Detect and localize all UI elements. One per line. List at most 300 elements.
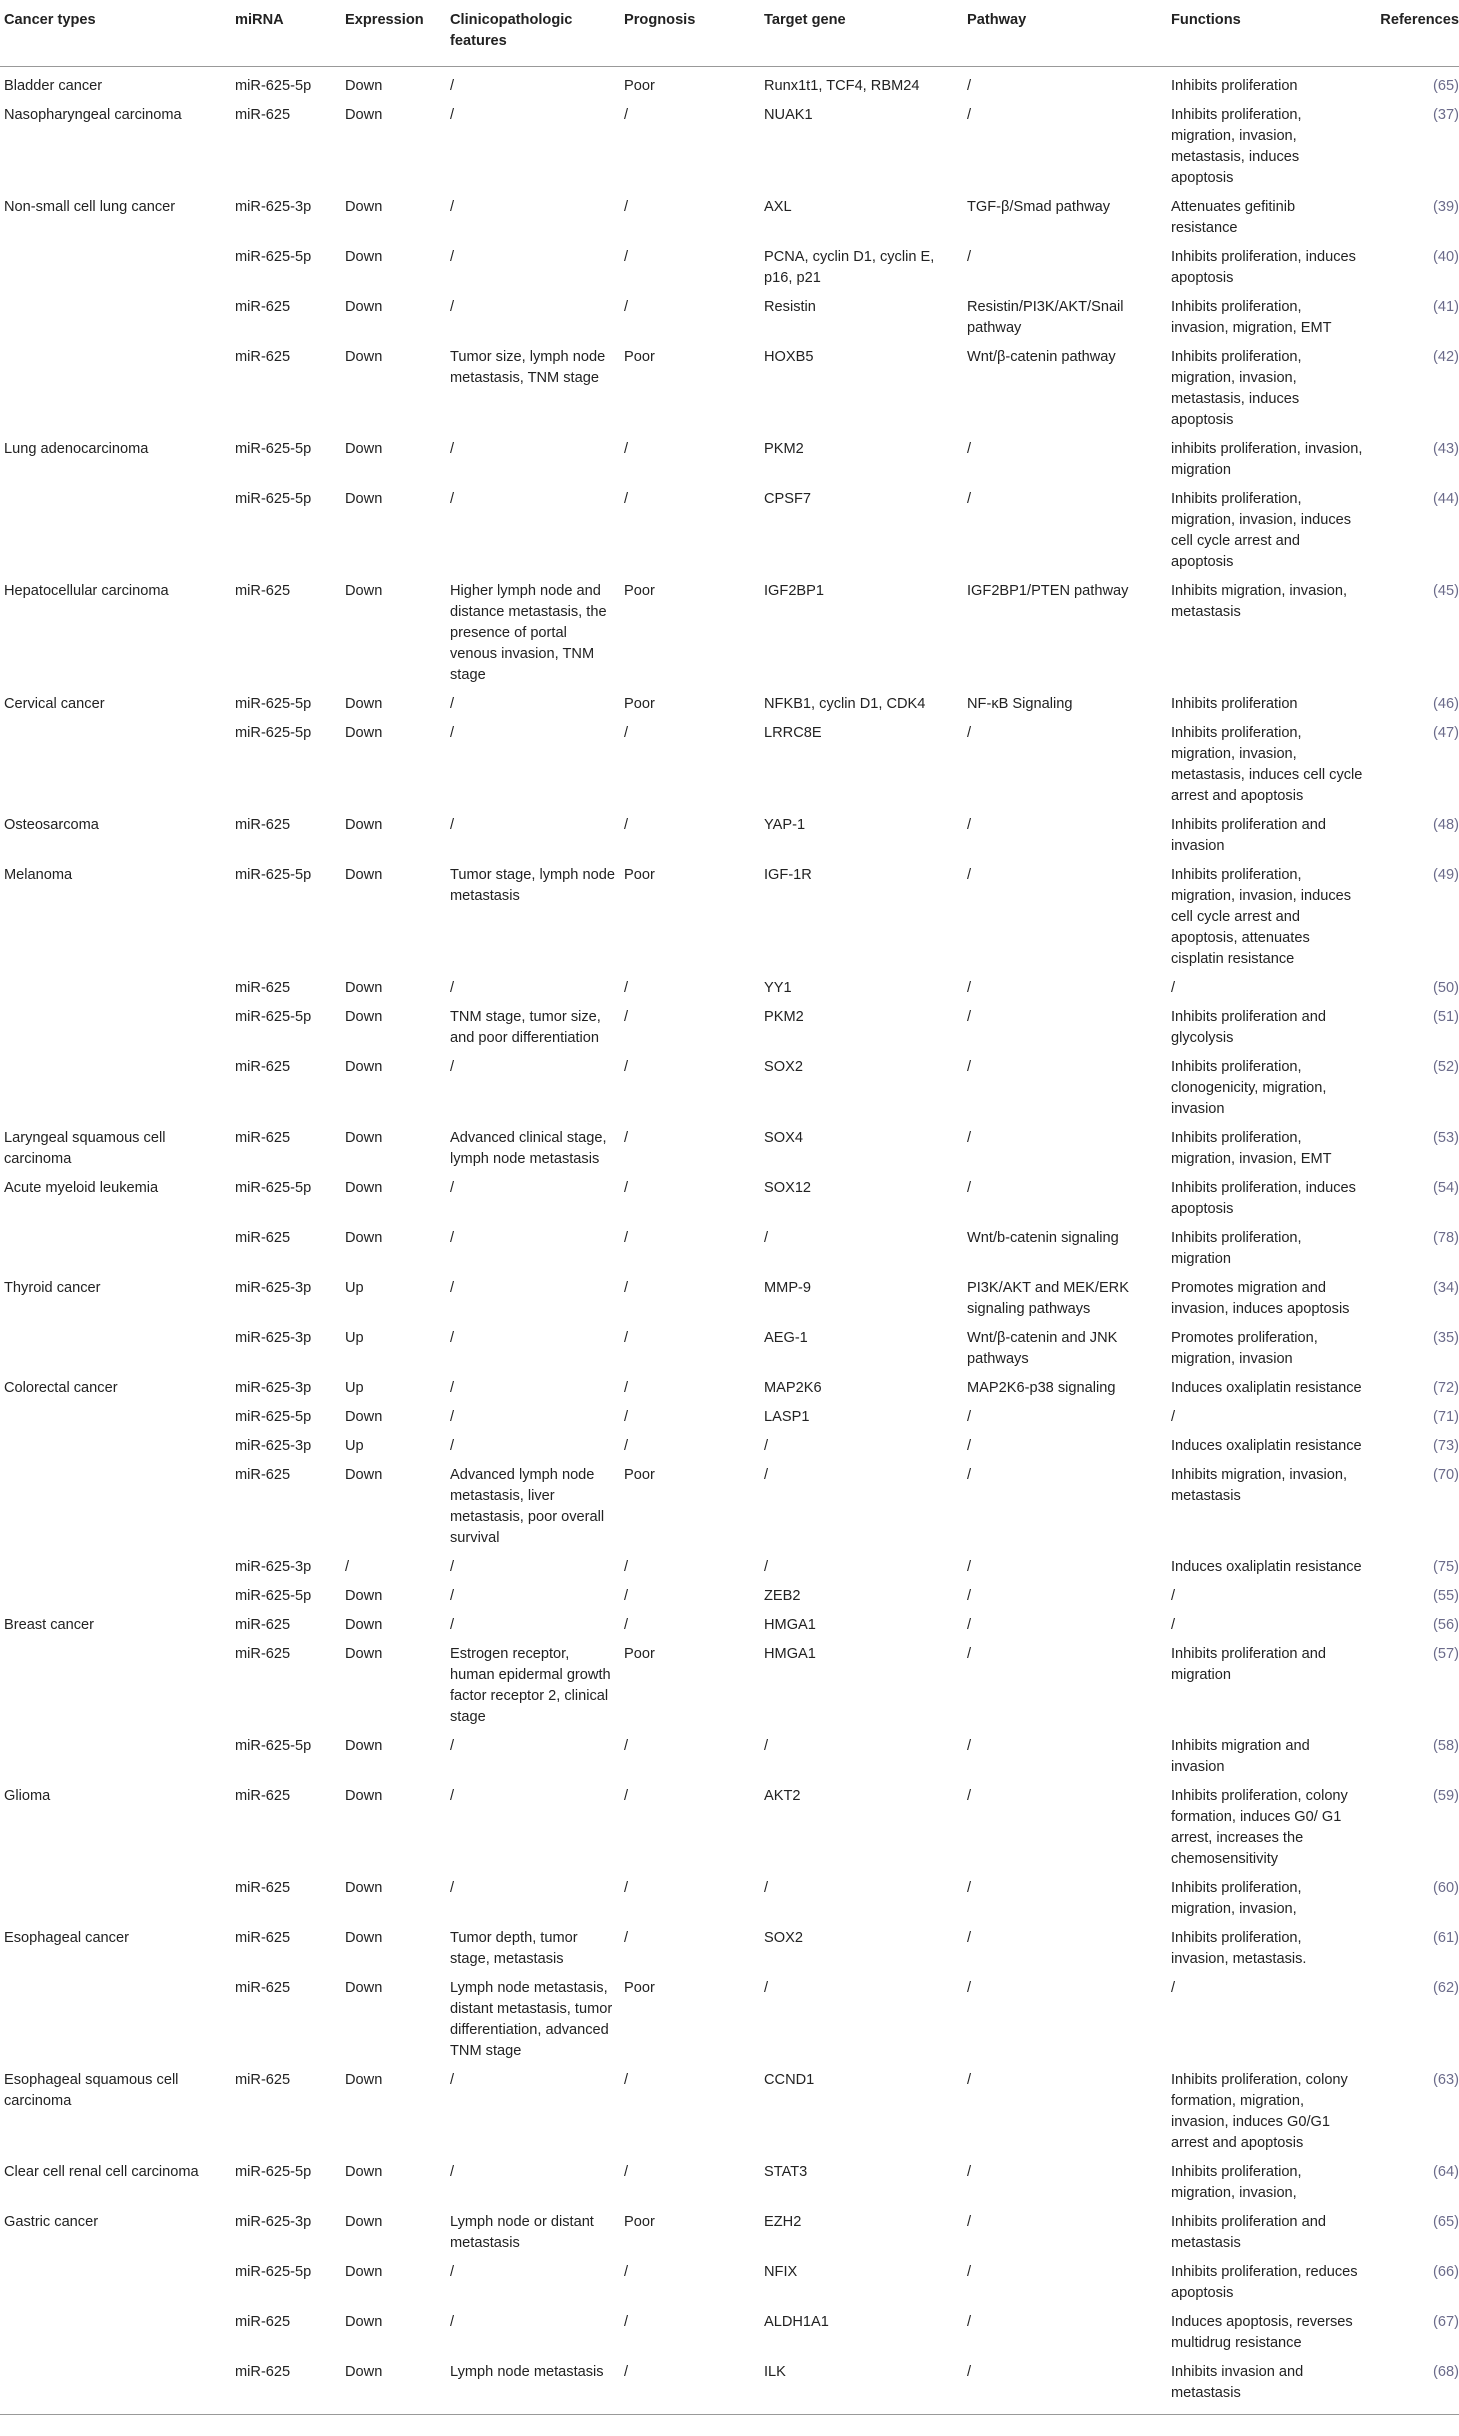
cell-pathway: / <box>967 2214 972 2230</box>
cell-target-gene: SOX4 <box>764 1130 803 1146</box>
cell-reference[interactable]: (72) <box>1433 1380 1459 1396</box>
cell-target-gene: IGF-1R <box>764 867 812 883</box>
cell-expression: Down <box>345 1059 383 1075</box>
cell-functions: / <box>1171 1588 1176 1604</box>
cell-expression: Down <box>345 1738 383 1754</box>
cell-mirna: miR-625-5p <box>235 1409 312 1425</box>
cell-target-gene: PKM2 <box>764 441 804 457</box>
cell-mirna: miR-625 <box>235 1467 291 1483</box>
cell-mirna: miR-625-3p <box>235 1330 312 1346</box>
cell-cancer-type <box>0 1874 231 1924</box>
cell-mirna: miR-625-5p <box>235 696 312 712</box>
cell-target-gene: LASP1 <box>764 1409 810 1425</box>
cell-prognosis: / <box>624 107 629 123</box>
cell-functions: Inhibits proliferation, migration, invasion, EMT <box>1171 1130 1332 1167</box>
cell-expression: Down <box>341 2358 446 2415</box>
cell-mirna: miR-625-5p <box>235 491 312 507</box>
cell-expression: Down <box>345 1930 383 1946</box>
cell-target-gene: / <box>764 1559 769 1575</box>
cell-expression: Up <box>345 1438 364 1454</box>
cell-prognosis: Poor <box>624 696 655 712</box>
table-row <box>0 690 1459 719</box>
cell-cancer-type: Gastric cancer <box>4 2214 99 2230</box>
cell-cancer-type <box>0 1403 231 1432</box>
cell-expression: Up <box>345 1380 364 1396</box>
cell-cancer-type: Acute myeloid leukemia <box>4 1180 159 1196</box>
cell-mirna: miR-625 <box>235 1059 291 1075</box>
cell-expression: Down <box>345 696 383 712</box>
cell-functions: / <box>1171 1980 1176 1996</box>
cell-functions: Inhibits proliferation, colony formation, induces G0/ G1 arrest, increases the chemosensitivity <box>1171 1788 1348 1867</box>
cell-reference[interactable]: (34) <box>1433 1280 1459 1296</box>
cell-pathway: Resistin/PI3K/AKT/Snail pathway <box>967 299 1124 336</box>
cell-target-gene: AXL <box>764 199 792 215</box>
cell-cancer-type <box>0 343 231 435</box>
cell-cancer-type: Clear cell renal cell carcinoma <box>4 2164 199 2180</box>
cell-pathway: Wnt/β-catenin and JNK pathways <box>967 1330 1118 1367</box>
cell-cancer-type: Esophageal cancer <box>4 1930 129 1946</box>
cell-prognosis: / <box>624 1738 629 1754</box>
cell-expression: Down <box>345 1617 383 1633</box>
cell-reference[interactable]: (56) <box>1433 1617 1459 1633</box>
cell-clinicopathologic-features: / <box>450 1280 455 1296</box>
cell-cancer-type <box>0 1432 231 1461</box>
cell-pathway: MAP2K6-p38 signaling <box>967 1380 1116 1396</box>
cell-pathway: / <box>967 980 972 996</box>
cell-functions: Inhibits proliferation and glycolysis <box>1171 1009 1326 1046</box>
cell-pathway: / <box>967 1409 972 1425</box>
cell-pathway: / <box>967 2164 972 2180</box>
cell-prognosis: / <box>624 1380 629 1396</box>
cell-clinicopathologic-features: / <box>450 78 455 94</box>
table-row <box>0 1053 1459 1124</box>
cell-pathway: / <box>967 441 972 457</box>
cell-cancer-type <box>0 1224 231 1274</box>
cell-prognosis: / <box>624 1330 629 1346</box>
cell-target-gene: / <box>764 1980 769 1996</box>
table-row <box>0 1224 1459 1274</box>
table-row <box>0 1124 1459 1174</box>
cell-reference[interactable]: (37) <box>1433 107 1459 123</box>
table-row <box>0 2158 1459 2208</box>
cell-mirna: miR-625-5p <box>235 2264 312 2280</box>
cell-functions: / <box>1171 1617 1176 1633</box>
cell-target-gene: SOX2 <box>764 1059 803 1075</box>
cell-reference[interactable]: (43) <box>1433 441 1459 457</box>
mirna-cancer-table <box>0 10 1459 2415</box>
cell-reference[interactable]: (35) <box>1433 1330 1459 1346</box>
cell-mirna: miR-625 <box>235 1930 291 1946</box>
cell-mirna: miR-625-3p <box>235 199 312 215</box>
cell-cancer-type: Bladder cancer <box>4 78 103 94</box>
cell-reference[interactable]: (62) <box>1433 1980 1459 1996</box>
cell-clinicopathologic-features: Lymph node metastasis, distant metastasis, tumor differentiation, advanced TNM stage <box>450 1980 613 2059</box>
table-row <box>0 2308 1459 2358</box>
cell-reference[interactable]: (66) <box>1433 2264 1459 2280</box>
cell-clinicopathologic-features: / <box>450 817 455 833</box>
cell-pathway: / <box>967 1880 972 1896</box>
cell-cancer-type: Lung adenocarcinoma <box>4 441 149 457</box>
cell-pathway: / <box>967 491 972 507</box>
cell-prognosis: / <box>624 1788 629 1804</box>
cell-reference[interactable]: (45) <box>1433 583 1459 599</box>
cell-cancer-type: Hepatocellular carcinoma <box>4 583 169 599</box>
cell-reference[interactable]: (50) <box>1433 980 1459 996</box>
table-row <box>0 1874 1459 1924</box>
cell-reference[interactable]: (47) <box>1433 725 1459 741</box>
cell-functions: Attenuates gefitinib resistance <box>1171 199 1296 236</box>
cell-functions: Inhibits proliferation and migration <box>1171 1646 1326 1683</box>
cell-functions: Inhibits proliferation <box>1171 696 1298 712</box>
cell-expression: Down <box>345 199 383 215</box>
cell-prognosis: / <box>624 491 629 507</box>
cell-target-gene: / <box>764 1880 769 1896</box>
cell-cancer-type <box>0 1553 231 1582</box>
table-row <box>0 1003 1459 1053</box>
cell-prognosis: Poor <box>624 1467 655 1483</box>
cell-functions: Promotes proliferation, migration, invasion <box>1171 1330 1318 1367</box>
cell-clinicopathologic-features: Advanced lymph node metastasis, liver metastasis, poor overall survival <box>450 1467 605 1546</box>
cell-functions: Inhibits migration and invasion <box>1171 1738 1310 1775</box>
cell-mirna: miR-625-5p <box>235 1588 312 1604</box>
table-row <box>0 193 1459 243</box>
cell-prognosis: / <box>624 1559 629 1575</box>
cell-reference[interactable]: (78) <box>1433 1230 1459 1246</box>
cell-clinicopathologic-features: Tumor stage, lymph node metastasis <box>450 867 615 904</box>
cell-clinicopathologic-features: / <box>450 1617 455 1633</box>
cell-functions: Inhibits proliferation, invasion, migration, EMT <box>1171 299 1332 336</box>
cell-functions: Inhibits proliferation, reduces apoptosis <box>1171 2264 1358 2301</box>
cell-target-gene: NFKB1, cyclin D1, CDK4 <box>764 696 926 712</box>
cell-pathway: / <box>967 1130 972 1146</box>
cell-mirna: miR-625-5p <box>235 249 312 265</box>
cell-expression: Down <box>345 2264 383 2280</box>
cell-clinicopathologic-features: / <box>450 1059 455 1075</box>
cell-cancer-type: Cervical cancer <box>4 696 105 712</box>
cell-expression: Up <box>345 1280 364 1296</box>
cell-pathway: / <box>967 1559 972 1575</box>
cell-functions: Inhibits proliferation, migration, invasion, metastasis, induces apoptosis <box>1171 107 1302 186</box>
cell-clinicopathologic-features: / <box>450 2314 455 2330</box>
cell-mirna: miR-625 <box>235 2072 291 2088</box>
cell-clinicopathologic-features: / <box>450 1559 455 1575</box>
cell-mirna: miR-625-5p <box>235 867 312 883</box>
cell-pathway: TGF-β/Smad pathway <box>967 199 1111 215</box>
cell-target-gene: SOX12 <box>764 1180 812 1196</box>
cell-pathway: / <box>967 249 972 265</box>
cell-prognosis: / <box>624 1130 629 1146</box>
cell-clinicopathologic-features: / <box>450 1880 455 1896</box>
cell-prognosis: / <box>624 1409 629 1425</box>
cell-reference[interactable]: (54) <box>1433 1180 1459 1196</box>
header-row <box>0 10 1459 67</box>
cell-reference[interactable]: (55) <box>1433 1588 1459 1604</box>
cell-pathway: / <box>967 1588 972 1604</box>
cell-cancer-type <box>0 2308 231 2358</box>
cell-reference[interactable]: (67) <box>1433 2314 1459 2330</box>
cell-functions: Inhibits migration, invasion, metastasis <box>1171 1467 1348 1504</box>
cell-cancer-type: Esophageal squamous cell carcinoma <box>4 2072 179 2109</box>
cell-functions: Inhibits proliferation <box>1171 78 1298 94</box>
cell-mirna: miR-625-3p <box>235 2214 312 2230</box>
cell-target-gene: IGF2BP1 <box>764 583 825 599</box>
cell-pathway: Wnt/b-catenin signaling <box>967 1230 1119 1246</box>
cell-reference[interactable]: (51) <box>1433 1009 1459 1025</box>
cell-mirna: miR-625 <box>235 349 291 365</box>
cell-cancer-type: Nasopharyngeal carcinoma <box>4 107 182 123</box>
cell-functions: Inhibits proliferation, induces apoptosis <box>1171 249 1356 286</box>
cell-functions: Inhibits proliferation, migration <box>1171 1230 1302 1267</box>
cell-target-gene: / <box>764 1467 769 1483</box>
table-row <box>0 67 1459 102</box>
table-row <box>0 1611 1459 1640</box>
cell-pathway: / <box>967 2072 972 2088</box>
cell-expression: Down <box>345 107 383 123</box>
cell-cancer-type <box>0 485 231 577</box>
table-body <box>0 67 1459 2415</box>
cell-prognosis: / <box>624 725 629 741</box>
cell-prognosis: / <box>624 1009 629 1025</box>
cell-expression: Down <box>345 2072 383 2088</box>
cell-reference[interactable]: (41) <box>1433 299 1459 315</box>
cell-clinicopathologic-features: / <box>450 249 455 265</box>
cell-target-gene: LRRC8E <box>764 725 822 741</box>
cell-expression: Down <box>345 1130 383 1146</box>
cell-reference[interactable]: (59) <box>1433 1788 1459 1804</box>
header-cancer-types: Cancer types <box>0 10 231 67</box>
table-row <box>0 1324 1459 1374</box>
cell-reference[interactable]: (71) <box>1433 1409 1459 1425</box>
header-clinicopathologic-features: Clinicopathologic features <box>446 10 620 67</box>
cell-pathway: / <box>967 725 972 741</box>
cell-prognosis: Poor <box>624 2214 655 2230</box>
cell-functions: Inhibits proliferation, colony formation, migration, invasion, induces G0/G1 arrest and apoptosis <box>1171 2072 1348 2151</box>
cell-clinicopathologic-features: / <box>450 441 455 457</box>
cell-cancer-type <box>0 2258 231 2308</box>
cell-mirna: miR-625-5p <box>235 725 312 741</box>
cell-mirna: miR-625 <box>235 299 291 315</box>
cell-target-gene: STAT3 <box>764 2164 808 2180</box>
cell-prognosis: Poor <box>624 867 655 883</box>
cell-target-gene: Runx1t1, TCF4, RBM24 <box>764 78 920 94</box>
cell-reference[interactable]: (65) <box>1433 78 1459 94</box>
cell-pathway: / <box>967 1788 972 1804</box>
cell-clinicopathologic-features: / <box>450 1330 455 1346</box>
cell-pathway: / <box>967 107 972 123</box>
cell-clinicopathologic-features: / <box>450 725 455 741</box>
header-target-gene: Target gene <box>760 10 963 67</box>
cell-mirna: miR-625 <box>235 1617 291 1633</box>
cell-pathway: / <box>967 867 972 883</box>
cell-reference[interactable]: (53) <box>1433 1130 1459 1146</box>
cell-clinicopathologic-features: / <box>450 1409 455 1425</box>
cell-mirna: miR-625-3p <box>235 1438 312 1454</box>
cell-pathway: / <box>967 1180 972 1196</box>
cell-reference[interactable]: (40) <box>1433 249 1459 265</box>
cell-expression: Down <box>345 1230 383 1246</box>
header-references: References <box>1367 10 1459 67</box>
cell-target-gene: PKM2 <box>764 1009 804 1025</box>
cell-clinicopathologic-features: Lymph node metastasis <box>446 2358 620 2415</box>
cell-reference[interactable]: (46) <box>1433 696 1459 712</box>
cell-prognosis: Poor <box>624 1646 655 1662</box>
cell-clinicopathologic-features: / <box>450 107 455 123</box>
table-row <box>0 1582 1459 1611</box>
cell-prognosis: Poor <box>624 349 655 365</box>
cell-target-gene: / <box>764 1230 769 1246</box>
cell-expression: Down <box>345 1980 383 1996</box>
cell-clinicopathologic-features: / <box>450 199 455 215</box>
cell-mirna: miR-625-5p <box>235 441 312 457</box>
cell-target-gene: PCNA, cyclin D1, cyclin E, p16, p21 <box>764 249 935 286</box>
cell-cancer-type: Colorectal cancer <box>4 1380 118 1396</box>
cell-prognosis: / <box>624 1438 629 1454</box>
table-row <box>0 1732 1459 1782</box>
cell-expression: Down <box>345 1467 383 1483</box>
header-functions: Functions <box>1167 10 1367 67</box>
cell-mirna: miR-625 <box>235 1788 291 1804</box>
cell-clinicopathologic-features: / <box>450 1788 455 1804</box>
cell-mirna: miR-625 <box>235 1230 291 1246</box>
cell-prognosis: / <box>624 1880 629 1896</box>
cell-reference[interactable]: (49) <box>1433 867 1459 883</box>
cell-functions: Inhibits invasion and metastasis <box>1167 2358 1367 2415</box>
cell-expression: Down <box>345 2214 383 2230</box>
cell-cancer-type: Glioma <box>4 1788 51 1804</box>
cell-mirna: miR-625-5p <box>235 78 312 94</box>
cell-mirna: miR-625 <box>235 583 291 599</box>
cell-prognosis: / <box>624 1930 629 1946</box>
cell-pathway: / <box>967 1646 972 1662</box>
table-row <box>0 1640 1459 1732</box>
cell-clinicopathologic-features: / <box>450 980 455 996</box>
cell-prognosis: / <box>624 1180 629 1196</box>
cell-reference[interactable]: (73) <box>1433 1438 1459 1454</box>
cell-prognosis: / <box>624 1588 629 1604</box>
cell-reference[interactable]: (52) <box>1433 1059 1459 1075</box>
cell-pathway: / <box>967 1930 972 1946</box>
cell-clinicopathologic-features: / <box>450 2072 455 2088</box>
cell-mirna: miR-625 <box>235 1130 291 1146</box>
cell-pathway: / <box>967 817 972 833</box>
cell-mirna: miR-625-5p <box>235 2164 312 2180</box>
cell-prognosis: / <box>624 299 629 315</box>
cell-cancer-type <box>0 1003 231 1053</box>
cell-functions: Inhibits proliferation, migration, invasion, induces cell cycle arrest and apoptosis, attenuates cisplatin resistance <box>1171 867 1352 967</box>
cell-target-gene: NFIX <box>764 2264 798 2280</box>
cell-target-gene: ALDH1A1 <box>764 2314 829 2330</box>
table-row <box>0 1274 1459 1324</box>
cell-reference[interactable]: (61) <box>1433 1930 1459 1946</box>
table-row <box>0 1974 1459 2066</box>
cell-clinicopathologic-features: Tumor depth, tumor stage, metastasis <box>450 1930 578 1967</box>
cell-mirna: miR-625 <box>235 107 291 123</box>
cell-prognosis: / <box>624 2264 629 2280</box>
cell-target-gene: CPSF7 <box>764 491 812 507</box>
cell-functions: Inhibits proliferation, migration, invasion, <box>1171 1880 1302 1917</box>
cell-reference[interactable]: (58) <box>1433 1738 1459 1754</box>
cell-functions: Induces oxaliplatin resistance <box>1171 1559 1362 1575</box>
cell-target-gene: HOXB5 <box>764 349 814 365</box>
table-row <box>0 2208 1459 2258</box>
cell-expression: Down <box>345 441 383 457</box>
cell-cancer-type <box>0 2358 231 2415</box>
cell-functions: Inhibits proliferation, migration, invasion, induces cell cycle arrest and apoptosis <box>1171 491 1352 570</box>
cell-functions: inhibits proliferation, invasion, migration <box>1171 441 1363 478</box>
cell-reference[interactable]: (42) <box>1433 349 1459 365</box>
cell-reference[interactable]: (57) <box>1433 1646 1459 1662</box>
cell-prognosis: Poor <box>624 1980 655 1996</box>
table-row <box>0 2258 1459 2308</box>
cell-reference[interactable]: (65) <box>1433 2214 1459 2230</box>
table-header <box>0 10 1459 67</box>
cell-mirna: miR-625-3p <box>235 1380 312 1396</box>
cell-target-gene: NUAK1 <box>764 107 813 123</box>
table-row <box>0 2066 1459 2158</box>
cell-target-gene: / <box>764 1738 769 1754</box>
table-row <box>0 1432 1459 1461</box>
cell-reference[interactable]: (68) <box>1367 2358 1459 2415</box>
cell-reference[interactable]: (39) <box>1433 199 1459 215</box>
cell-target-gene: EZH2 <box>764 2214 802 2230</box>
cell-reference[interactable]: (60) <box>1433 1880 1459 1896</box>
cell-pathway: / <box>967 1467 972 1483</box>
cell-clinicopathologic-features: / <box>450 2164 455 2180</box>
cell-clinicopathologic-features: / <box>450 1588 455 1604</box>
cell-expression: Down <box>345 1180 383 1196</box>
cell-target-gene: / <box>764 1438 769 1454</box>
cell-reference[interactable]: (44) <box>1433 491 1459 507</box>
cell-expression: Down <box>345 1588 383 1604</box>
cell-mirna: miR-625 <box>235 817 291 833</box>
cell-functions: Induces oxaliplatin resistance <box>1171 1438 1362 1454</box>
cell-cancer-type: Thyroid cancer <box>4 1280 101 1296</box>
header-mirna: miRNA <box>231 10 341 67</box>
cell-clinicopathologic-features: / <box>450 1380 455 1396</box>
cell-reference[interactable]: (64) <box>1433 2164 1459 2180</box>
cell-functions: Inhibits proliferation, migration, invasion, metastasis, induces apoptosis <box>1171 349 1302 428</box>
cell-expression: Down <box>345 1646 383 1662</box>
cell-cancer-type <box>0 293 231 343</box>
cell-expression: Down <box>345 249 383 265</box>
cell-pathway: Wnt/β-catenin pathway <box>967 349 1116 365</box>
table-row <box>0 2358 1459 2415</box>
table-row <box>0 1924 1459 1974</box>
cell-reference[interactable]: (70) <box>1433 1467 1459 1483</box>
cell-reference[interactable]: (48) <box>1433 817 1459 833</box>
cell-functions: Inhibits migration, invasion, metastasis <box>1171 583 1348 620</box>
cell-prognosis: / <box>624 817 629 833</box>
cell-clinicopathologic-features: Lymph node or distant metastasis <box>450 2214 594 2251</box>
cell-mirna: miR-625-3p <box>235 1559 312 1575</box>
cell-mirna: miR-625 <box>235 1646 291 1662</box>
cell-clinicopathologic-features: / <box>450 1230 455 1246</box>
cell-cancer-type: Osteosarcoma <box>4 817 99 833</box>
cell-expression: Down <box>345 1788 383 1804</box>
cell-cancer-type <box>0 1461 231 1553</box>
cell-target-gene: Resistin <box>764 299 816 315</box>
cell-target-gene: AKT2 <box>764 1788 801 1804</box>
table-row <box>0 435 1459 485</box>
cell-reference[interactable]: (63) <box>1433 2072 1459 2088</box>
cell-expression: / <box>345 1559 350 1575</box>
cell-prognosis: / <box>624 1280 629 1296</box>
cell-expression: Down <box>345 725 383 741</box>
cell-prognosis: / <box>624 980 629 996</box>
cell-reference[interactable]: (75) <box>1433 1559 1459 1575</box>
cell-prognosis: / <box>620 2358 760 2415</box>
cell-target-gene: ZEB2 <box>764 1588 801 1604</box>
